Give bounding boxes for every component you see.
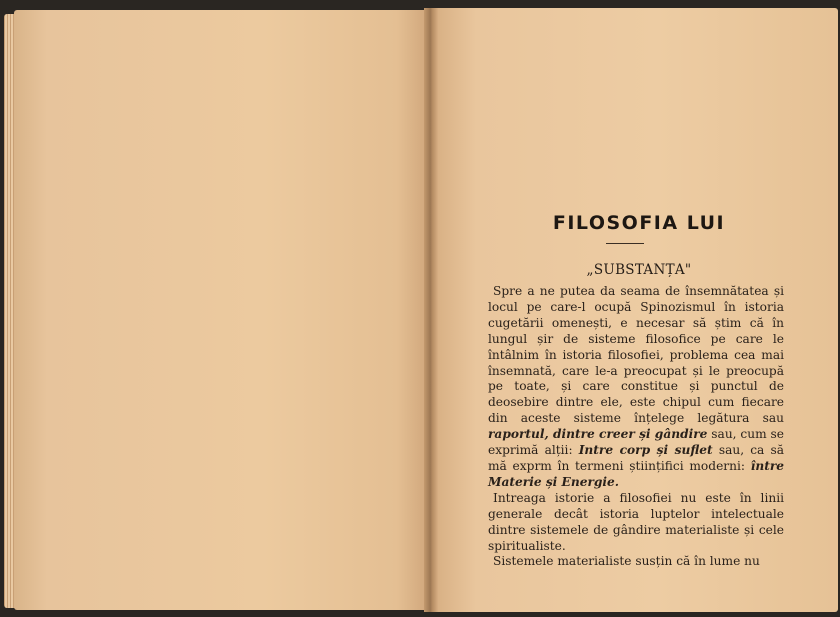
emphasis-text: raportul, dintre creer și gândire bbox=[488, 427, 708, 442]
emphasis-text: Intre corp și suflet bbox=[578, 443, 713, 458]
paragraph bbox=[488, 284, 784, 491]
body-text bbox=[488, 284, 784, 570]
book-gutter bbox=[424, 8, 438, 612]
paragraph bbox=[488, 491, 784, 555]
paragraph bbox=[488, 554, 784, 570]
title-rule bbox=[606, 243, 644, 244]
paragraph-text: Sistemele materialiste susțin că în lume nu bbox=[493, 554, 760, 569]
chapter-subtitle: „SUBSTANȚA" bbox=[586, 262, 692, 278]
left-page-blank bbox=[14, 10, 430, 610]
paragraph-text: sau, ca să mă exprm în termeni științifici moderni: bbox=[488, 443, 785, 473]
emphasis-text: între Materie și Energie. bbox=[488, 458, 784, 489]
paragraph-text: sau, cum se exprimă alții: bbox=[488, 427, 784, 458]
paragraph-text: Spre a ne putea da seama de însemnătatea și locul pe care-l ocupă Spinozismul în istoria cugetării omenești, e necesar să știm că în lungul șir de sisteme filosofice pe care le întâlnim în istoria filosofiei, problema cea mai însemnată, care le-a preocupat și le preocupă pe toate, și care constitue și punctul de deosebire dintre ele, este chipul cum fiecare din aceste sisteme înțelege legătura sau bbox=[488, 284, 784, 426]
paragraph-text: Intreaga istorie a filosofiei nu este în linii generale decât istoria luptelor intelectuale dintre sistemele de gândire materialiste și cele spiritualiste. bbox=[488, 490, 784, 553]
chapter-title: FILOSOFIA LUI bbox=[552, 212, 726, 234]
